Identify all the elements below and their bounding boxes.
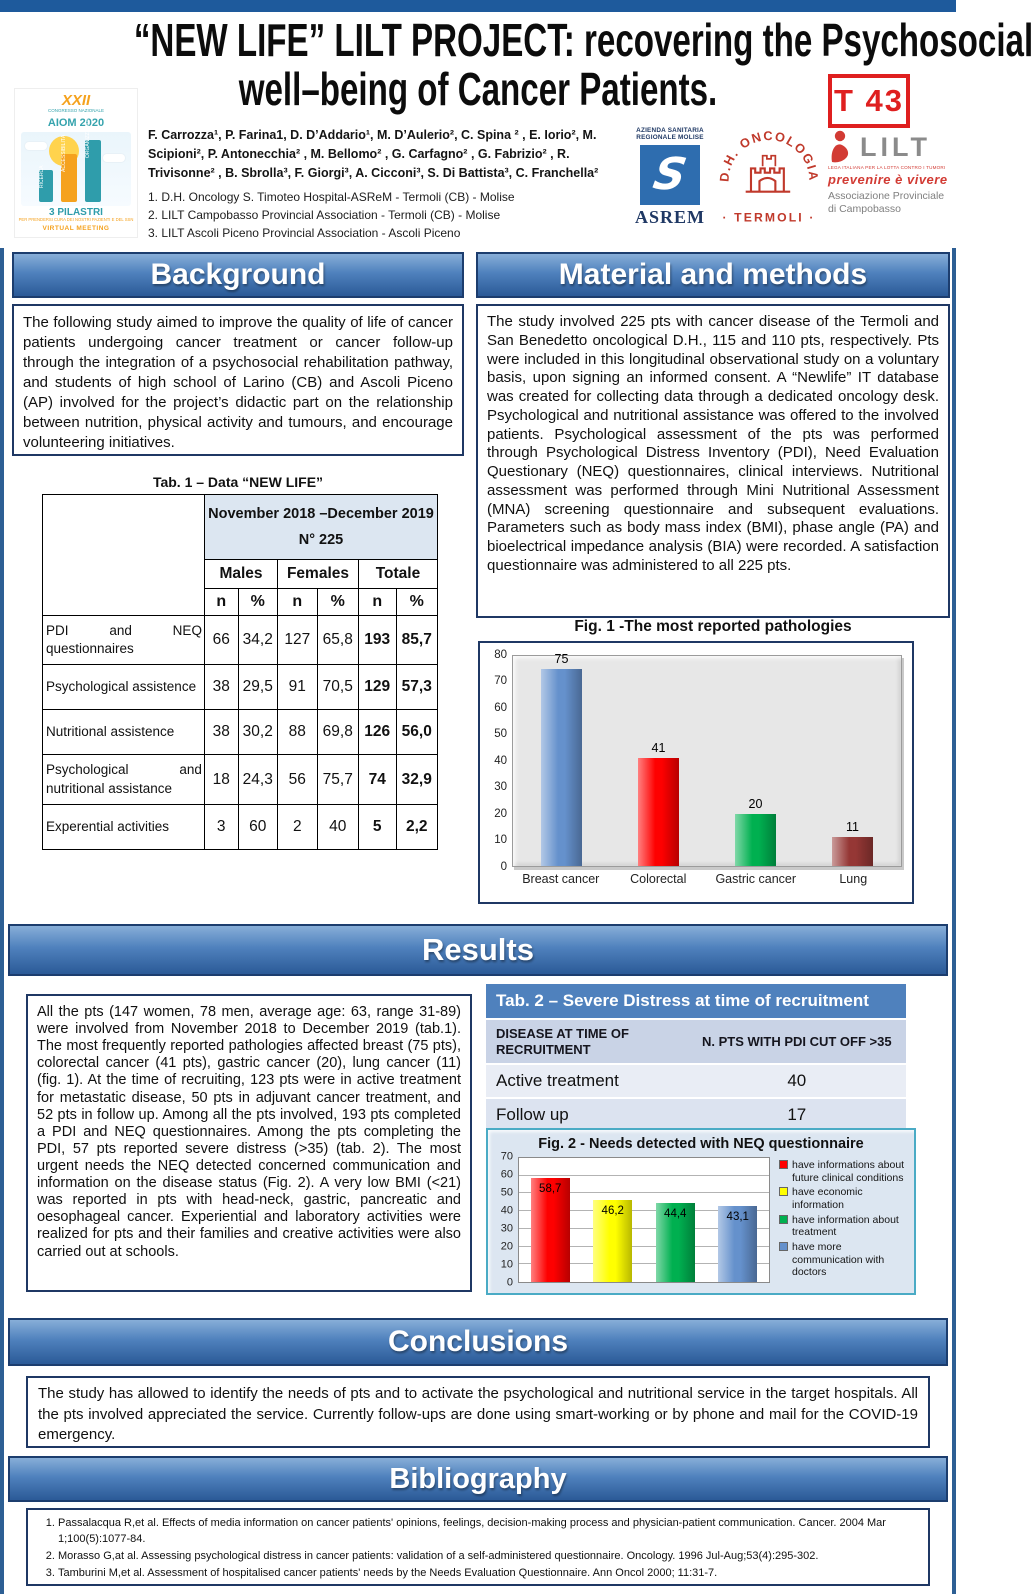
- asrem-name: ASREM: [634, 206, 705, 227]
- table-row: Psychological assistence 38 29,5 91 70,5 129 57,3: [43, 665, 438, 710]
- legend-entry: [779, 1186, 906, 1211]
- y-tick-label: 70: [494, 674, 507, 687]
- table-row: Experential activities 3 60 2 40 5 2,2: [43, 804, 438, 849]
- y-tick-label: 80: [494, 648, 507, 661]
- table-row: Nutritional assistence 38 30,2 88 69,8 126 56,0: [43, 710, 438, 755]
- stamp-icon: [716, 126, 822, 232]
- aiom-pillars-subtitle: PER PRENDERSI CURA DEI NOSTRI PAZIENTI E DEL SSN: [18, 216, 134, 222]
- y-tick-label: 30: [500, 1222, 513, 1235]
- right-edge-strip: [952, 248, 956, 1594]
- table2-title: Tab. 2 – Severe Distress at time of recruitment: [486, 984, 906, 1018]
- fig2-plot-area: [518, 1157, 770, 1283]
- table1-group-males: Males: [204, 560, 277, 589]
- fig2-title: Fig. 2 - Needs detected with NEQ questionnaire: [538, 1136, 864, 1152]
- authors-block: [148, 126, 616, 242]
- legend-label: have more communication with doctors: [792, 1241, 885, 1279]
- bar: [656, 1203, 695, 1282]
- bar: [718, 1206, 757, 1282]
- legend-entry: [779, 1159, 906, 1184]
- bar: [638, 741, 679, 866]
- conclusions-section-header: Conclusions: [8, 1318, 948, 1366]
- lilt-person-icon: [828, 130, 856, 164]
- poster-code-badge: T 43: [828, 74, 910, 128]
- lilt-name: LILT: [860, 131, 931, 162]
- y-tick-label: 40: [500, 1204, 513, 1217]
- aiom-xxii: XXII: [61, 92, 91, 109]
- aiom-2020: AIOM 2020: [47, 116, 105, 129]
- top-border-bar: [0, 0, 956, 12]
- methods-section-header: Material and methods: [476, 252, 950, 298]
- background-section-header: Background: [12, 252, 464, 298]
- bibliography-section-header: Bibliography: [8, 1456, 948, 1502]
- y-tick-label: 70: [500, 1150, 513, 1163]
- aiom-virtual-meeting: VIRTUAL MEETING: [42, 225, 110, 233]
- list-item: 1. Passalacqua R,et al. Effects of media information on cancer patients' opinions, feelings, decision-making process and physician-patient communication. Cancer. 2004 Mar 1;100(5):1077-84.: [58, 1516, 920, 1548]
- bar: [593, 1200, 632, 1282]
- authors-list: F. Carrozza¹, P. Farina1, D. D’Addario¹, M. D’Aulerio², C. Spina ² , E. Iorio², M. Scipioni², P. Antonecchia² , M. Bellomo² , G. Carfagno² , G. Fabrizio² , R. Trivisonne² , B. Sbrolla³, F. Giorgi³, A. Cicconi³, S. Di Battista³, C. Franchella²: [148, 128, 599, 180]
- category-label: Gastric cancer: [715, 872, 797, 886]
- asrem-caption: AZIENDA SANITARIA REGIONALE MOLISE: [636, 127, 704, 142]
- affiliations-list: [148, 188, 616, 242]
- bar-value-label: 46,2: [601, 1205, 624, 1218]
- bar: [541, 652, 582, 866]
- bar-value-label: 11: [845, 820, 859, 835]
- aiom-pillars-title: 3 PILASTRI: [49, 206, 103, 218]
- bibliography-list: [36, 1516, 920, 1582]
- lilt-logo: [828, 130, 954, 215]
- table-row: Follow up 17: [486, 1098, 906, 1132]
- table2-col-pdi: N. PTS WITH PDI CUT OFF >35: [688, 1020, 906, 1064]
- category-label: Colorectal: [630, 872, 687, 886]
- list-item: 2. Morasso G,at al. Assessing psychological distress in cancer patients: validation of a self-administered questionnaire. Oncology. 1996 Jul-Aug;53(4):295-302.: [58, 1549, 920, 1565]
- table-row: Psychological and nutritional assistance 18 24,3 56 75,7 74 32,9: [43, 755, 438, 804]
- y-tick-label: 10: [500, 1258, 513, 1271]
- table-row: PDI and NEQ questionnaires 66 34,2 127 65,8 193 85,7: [43, 616, 438, 665]
- fig1-plot-area: [512, 652, 902, 867]
- legend-label: have information about treatment: [792, 1213, 899, 1239]
- category-label: Breast cancer: [522, 872, 600, 886]
- cloud-icon: [25, 142, 47, 150]
- table1-subheader-row: n % n % n %: [43, 589, 438, 616]
- y-tick-label: 40: [494, 754, 507, 767]
- cloud-icon: [103, 154, 125, 162]
- fig2-neq-needs-chart: [486, 1128, 916, 1295]
- bar-value-label: 75: [554, 652, 569, 667]
- legend-marker-icon: [779, 1160, 788, 1169]
- results-section-header: Results: [8, 924, 948, 976]
- legend-entry: [779, 1241, 906, 1279]
- y-tick-label: 0: [506, 1276, 513, 1289]
- dh-oncologia-termoli-stamp: [716, 126, 822, 232]
- bar-value-label: 44,4: [664, 1208, 687, 1221]
- bar: [735, 796, 776, 867]
- y-tick-label: 50: [494, 727, 507, 740]
- table1-group-females: Females: [278, 560, 359, 589]
- aiom-congress-logo: [14, 88, 138, 238]
- y-tick-label: 30: [494, 780, 507, 793]
- list-item: 2. LILT Campobasso Provincial Association - Termoli (CB) - Molise: [148, 208, 501, 223]
- background-text: The following study aimed to improve the quality of life of cancer patients undergoing cancer treatment or cancer follow-up through the integration of a psychosocial rehabilitation pathway, and students of high school of Larino (CB) and Ascoli Piceno (AP) involved for the project’s didactic part on the relationship between nutrition, physical activity and tumours, and encourage volunteering initiatives.: [12, 304, 464, 456]
- category-label: Lung: [839, 872, 868, 886]
- y-tick-label: 0: [500, 860, 507, 873]
- table1-period-header: November 2018 –December 2019 N° 225: [204, 495, 437, 560]
- legend-marker-icon: [779, 1215, 788, 1224]
- bar-value-label: 41: [651, 741, 666, 756]
- bar-slot: [610, 656, 707, 866]
- aiom-congress-heading: [15, 93, 137, 130]
- svg-text:· TERMOLI ·: · TERMOLI ·: [722, 210, 816, 225]
- poster-title-line2: well–being of Cancer Patients.: [238, 62, 718, 115]
- list-item: 1. D.H. Oncology S. Timoteo Hospital-ASReM - Termoli (CB) - Molise: [148, 190, 515, 205]
- list-item: 3. Tamburini M,et al. Assessment of hospitalised cancer patients' needs by the Needs Evaluation Questionnaire. Ann Oncol 2000; 11:31-7.: [58, 1566, 920, 1582]
- gridline: [519, 1175, 769, 1176]
- asrem-mark-icon: S: [640, 145, 700, 205]
- left-edge-strip: [0, 248, 4, 1594]
- lilt-slogan: prevenire è vivere: [828, 172, 948, 187]
- pillar-ricerca: RICERCA: [39, 170, 53, 202]
- y-tick-label: 60: [500, 1168, 513, 1181]
- table1-group-totale: Totale: [358, 560, 437, 589]
- bar-value-label: 20: [748, 796, 763, 811]
- asrem-logo: [628, 127, 712, 228]
- table1-caption: Tab. 1 – Data “NEW LIFE”: [152, 474, 324, 490]
- y-tick-label: 20: [500, 1240, 513, 1253]
- legend-entry: [779, 1214, 906, 1239]
- conclusions-text: The study has allowed to identify the needs of pts and to activate the psychological and nutritional service in the target hospitals. All the pts involved appreciated the service. Currently follow-ups are done using smart-working or by phone and mail for the COVID-19 emergency.: [26, 1376, 930, 1448]
- table1-data-new-life: [42, 494, 438, 850]
- legend-label: have informations about future clinical conditions: [792, 1159, 905, 1184]
- legend-marker-icon: [779, 1242, 788, 1251]
- bibliography-box: [26, 1508, 930, 1586]
- list-item: 3. LILT Ascoli Piceno Provincial Association - Ascoli Piceno: [148, 226, 461, 241]
- table1-corner-cell: [43, 495, 205, 616]
- poster-title-line1: “NEW LIFE” LILT PROJECT: recovering the Psychosocial: [133, 14, 1033, 66]
- lilt-association: Associazione Provinciale di Campobasso: [828, 190, 945, 215]
- bar-value-label: 58,7: [539, 1183, 562, 1196]
- pillar-organizzazione: ORGANIZZAZIONE: [85, 140, 101, 202]
- table2-col-disease: DISEASE AT TIME OF RECRUITMENT: [486, 1020, 688, 1064]
- svg-text:D.H. ONCOLOGIA: D.H. ONCOLOGIA: [716, 128, 822, 183]
- fig1-caption: Fig. 1 -The most reported pathologies: [574, 618, 852, 635]
- legend-marker-icon: [779, 1187, 788, 1196]
- pillar-accessibilita: [61, 154, 77, 202]
- table2-severe-distress: [486, 984, 906, 1133]
- y-tick-label: 60: [494, 701, 507, 714]
- y-tick-label: 10: [494, 833, 507, 846]
- methods-text: The study involved 225 pts with cancer disease of the Termoli and San Benedetto oncological D.H., 115 and 110 pts, respectively. Pts were included in this longitudinal observational study on a voluntary basis, upon signing an informed consent. A “Newlife” IT database was created for collecting data through a dedicated oncology desk. Psychological and nutritional assistance was offered to the involved patients. Psychological assessment of the pts was performed through Psychological Distress Inventory (PDI), Need Evaluation Questionary (NEQ) questionnaires, clinical interviews. Nutritional assessment was performed through Mini Nutritional Assessment (MNA) screening questionnaire and subsequent evaluations. Parameters such as body mass index (BMI), phase angle (PA) and bioelectrical impedance analysis (BIA) were recorded. A satisfaction questionnaire was administered to all 225 pts.: [476, 304, 950, 618]
- bar: [832, 820, 873, 866]
- bar-value-label: 43,1: [726, 1210, 749, 1223]
- legend-label: have economic information: [792, 1186, 863, 1211]
- lilt-subtitle: LEGA ITALIANA PER LA LOTTA CONTRO I TUMORI: [828, 165, 946, 170]
- table2-column-header-row: [486, 1020, 906, 1064]
- fig1-pathologies-chart: [478, 641, 914, 904]
- bar-slot: [513, 652, 610, 866]
- fig1-y-axis: [486, 648, 512, 873]
- table-row: Active treatment 40: [486, 1064, 906, 1098]
- fig2-legend: [770, 1157, 906, 1283]
- y-tick-label: 50: [500, 1186, 513, 1199]
- results-text: All the pts (147 women, 78 men, average age: 63, range 31-89) were involved from November 2018 to December 2019 (tab.1). The most frequently reported pathologies affected breast (75 pts), colorectal cancer (41 pts), gastric cancer (20), lung cancer (11) (fig. 1). At the time of recruiting, 123 pts were in active treatment for metastatic disease, 50 pts in adjuvant cancer treatment, and 52 pts in follow up. Among all the pts involved, 193 pts completed a PDI and NEQ questionnaires. Among the pts completing the PDI, 57 pts reported severe distress (>35) (tab. 2). The most urgent needs the NEQ detected concerned communication and information on the disease status (Fig. 2). A very low BMI (<21) was reported in pts with head-neck, gastric, pancreatic and oesophageal cancer. Experiential and laboratory activities were realized for pts and their families and creative activities were also carried out at schools.: [26, 994, 472, 1292]
- bar-slot: [804, 656, 901, 866]
- bar-slot: [707, 656, 804, 866]
- bar: [531, 1178, 570, 1282]
- y-tick-label: 20: [494, 807, 507, 820]
- fig1-category-labels: [512, 872, 902, 886]
- aiom-congress-line: CONGRESSO NAZIONALE: [47, 108, 104, 113]
- fig2-y-axis: [496, 1150, 518, 1289]
